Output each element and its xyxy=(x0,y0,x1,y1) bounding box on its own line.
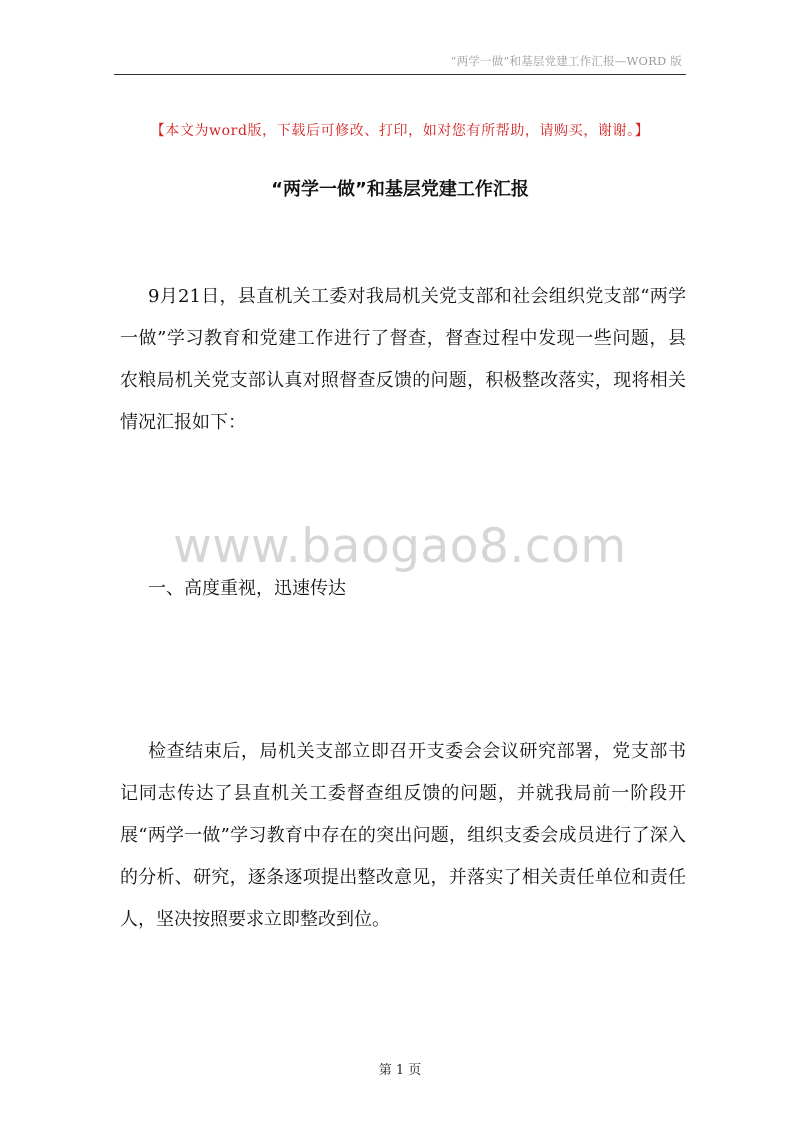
page-number: 第 1 页 xyxy=(378,1063,422,1078)
running-header: “两学一做”和基层党建工作汇报—WORD 版 xyxy=(450,54,682,68)
section-heading-1: 一、高度重视，迅速传达 xyxy=(148,578,346,599)
header-divider xyxy=(114,74,686,75)
watermark-text: www.baogao8.com xyxy=(173,519,627,574)
paragraph-section-1: 检查结束后，局机关支部立即召开支委会会议研究部署，党支部书记同志传达了县直机关工委督查组反馈的问题，并就我局前一阶段开展“两学一做”学习教育中存在的突出问题，组织支委会成员进行了深入的分析、研究，逐条逐项提出整改意见，并落实了相关责任单位和责任人，坚决按照要求立即整改到位。 xyxy=(120,741,686,930)
paragraph-intro: 9月21日，县直机关工委对我局机关党支部和社会组织党支部“两学一做”学习教育和党建工作进行了督查，督查过程中发现一些问题，县农粮局机关党支部认真对照督查反馈的问题，积极整改落实，现将相关情况汇报如下： xyxy=(120,286,686,433)
download-notice: 【本文为word版，下载后可修改、打印，如对您有所帮助，请购买，谢谢。】 xyxy=(150,123,650,139)
document-title: “两学一做”和基层党建工作汇报 xyxy=(271,179,529,200)
